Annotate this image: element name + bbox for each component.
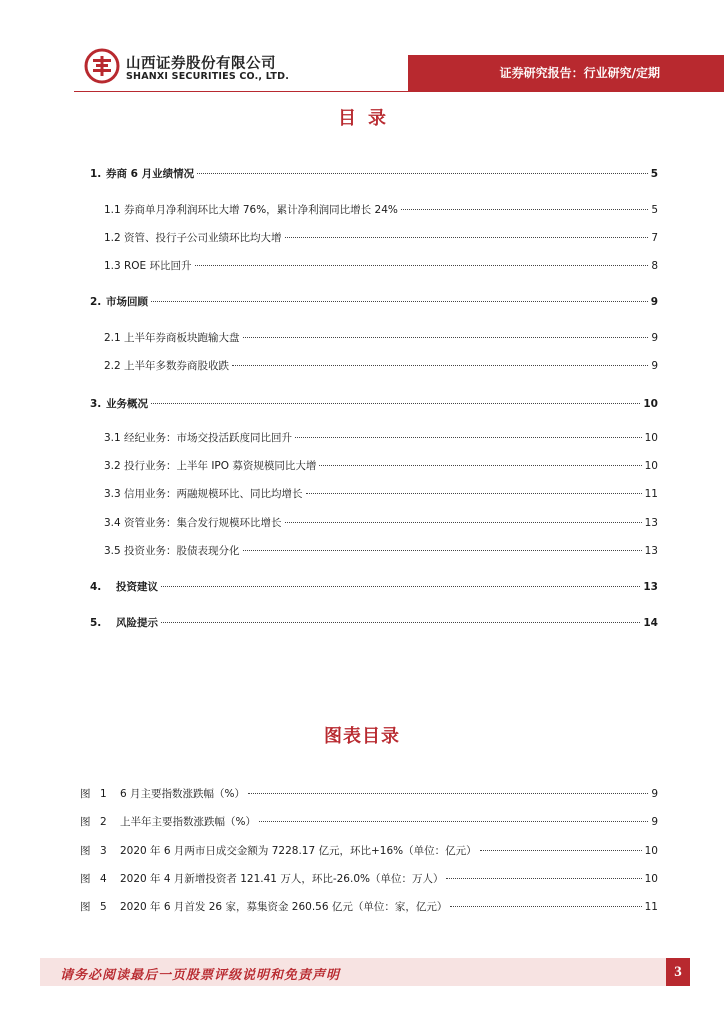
toc-entry-number: 2. — [90, 296, 102, 308]
toc-entry-page: 11 — [644, 488, 658, 500]
figure-page: 10 — [644, 845, 658, 857]
toc-entry-label: 券商 6 月业绩情况 — [106, 168, 195, 180]
toc-leader — [151, 301, 648, 302]
toc-entry-number: 4. — [90, 581, 102, 593]
toc-leader — [232, 365, 648, 366]
toc-entry-label: 上半年多数券商股收跌 — [124, 360, 229, 372]
toc-entry-label: 上半年券商板块跑输大盘 — [124, 332, 240, 344]
toc-entry-label: 投行业务：上半年 IPO 募资规模同比大增 — [124, 460, 317, 472]
figure-prefix: 图 — [80, 901, 91, 913]
toc-entry-label: 市场回顾 — [106, 296, 148, 308]
figure-list-title: 图表目录 — [324, 726, 400, 747]
toc-leader — [259, 821, 648, 822]
toc-entry-page: 13 — [644, 517, 658, 529]
toc-entry[interactable] — [104, 230, 658, 244]
toc-entry-page: 10 — [644, 432, 658, 444]
figure-entry[interactable] — [80, 786, 658, 800]
toc-entry-number: 3.3 — [104, 488, 121, 500]
toc-entry-page: 9 — [651, 360, 658, 372]
toc-entry-number: 1.3 — [104, 260, 121, 272]
toc-entry[interactable] — [90, 579, 658, 593]
figure-prefix: 图 — [80, 788, 91, 800]
figure-page: 9 — [651, 816, 658, 828]
toc-entry-number: 2.1 — [104, 332, 121, 344]
toc-entry-number: 3.1 — [104, 432, 121, 444]
toc-leader — [197, 173, 648, 174]
toc-entry[interactable] — [90, 396, 658, 410]
company-logo-icon — [84, 48, 120, 84]
toc-entry-label: 经纪业务：市场交投活跃度同比回升 — [124, 432, 292, 444]
report-tag: 证券研究报告：行业研究/定期 — [499, 66, 660, 80]
toc-entry-page: 14 — [643, 617, 658, 629]
toc-leader — [161, 586, 640, 587]
toc-entry[interactable] — [90, 166, 658, 180]
figure-page: 11 — [644, 901, 658, 913]
toc-entry[interactable] — [90, 294, 658, 308]
toc-entry-page: 9 — [651, 332, 658, 344]
toc-entry[interactable] — [104, 202, 658, 216]
toc-entry-page: 5 — [651, 204, 658, 216]
figure-number: 5 — [100, 901, 107, 913]
toc-entry-number: 2.2 — [104, 360, 121, 372]
toc-entry[interactable] — [104, 358, 658, 372]
toc-leader — [243, 337, 649, 338]
toc-leader — [161, 622, 640, 623]
toc-entry-number: 5. — [90, 617, 102, 629]
toc-entry-page: 9 — [650, 296, 658, 308]
toc-entry-label: 风险提示 — [116, 617, 158, 629]
toc-leader — [319, 465, 641, 466]
toc-entry[interactable] — [90, 615, 658, 629]
figure-entry[interactable] — [80, 814, 658, 828]
figure-entry[interactable] — [80, 843, 658, 857]
toc-entry-label: 资管业务：集合发行规模环比增长 — [124, 517, 282, 529]
toc-title: 目录 — [338, 108, 398, 129]
toc-leader — [450, 906, 641, 907]
toc-leader — [243, 550, 642, 551]
toc-entry[interactable] — [104, 258, 658, 272]
figure-number: 3 — [100, 845, 107, 857]
header-rule — [74, 91, 724, 92]
figure-entry[interactable] — [80, 871, 658, 885]
toc-entry-label: 券商单月净利润环比大增 76%，累计净利润同比增长 24% — [124, 204, 398, 216]
company-name-en: SHANXI SECURITIES CO., LTD. — [126, 71, 290, 82]
figure-label: 上半年主要指数涨跌幅（%） — [120, 816, 256, 828]
toc-entry-label: 信用业务：两融规模环比、同比均增长 — [124, 488, 303, 500]
toc-entry-label: 投资建议 — [116, 581, 158, 593]
toc-entry[interactable] — [104, 330, 658, 344]
toc-entry-page: 7 — [651, 232, 658, 244]
toc-leader — [151, 403, 640, 404]
figure-entry[interactable] — [80, 899, 658, 913]
toc-entry-number: 3.4 — [104, 517, 121, 529]
toc-leader — [248, 793, 648, 794]
toc-entry[interactable] — [104, 458, 658, 472]
toc-entry-page: 8 — [651, 260, 658, 272]
toc-entry-page: 10 — [644, 460, 658, 472]
toc-entry-label: 投资业务：股债表现分化 — [124, 545, 240, 557]
figure-label: 2020 年 6 月首发 26 家，募集资金 260.56 亿元（单位：家，亿元） — [120, 901, 448, 913]
toc-entry-number: 1.2 — [104, 232, 121, 244]
toc-entry-number: 1. — [90, 168, 102, 180]
toc-entry-label: ROE 环比回升 — [124, 260, 192, 272]
toc-entry-page: 13 — [644, 545, 658, 557]
figure-prefix: 图 — [80, 873, 91, 885]
figure-label: 2020 年 6 月两市日成交金额为 7228.17 亿元，环比+16%（单位：亿元） — [120, 845, 477, 857]
toc-entry-label: 资管、投行子公司业绩环比均大增 — [124, 232, 282, 244]
toc-leader — [306, 493, 642, 494]
toc-leader — [285, 237, 649, 238]
figure-label: 2020 年 4 月新增投资者 121.41 万人，环比-26.0%（单位：万人） — [120, 873, 444, 885]
toc-leader — [295, 437, 642, 438]
toc-entry[interactable] — [104, 486, 658, 500]
figure-page: 9 — [651, 788, 658, 800]
toc-leader — [480, 850, 642, 851]
page-number: 3 — [666, 958, 690, 986]
toc-leader — [446, 878, 641, 879]
figure-number: 2 — [100, 816, 107, 828]
toc-entry-label: 业务概况 — [106, 398, 148, 410]
toc-leader — [401, 209, 648, 210]
toc-entry-number: 3.2 — [104, 460, 121, 472]
toc-entry-number: 3.5 — [104, 545, 121, 557]
figure-number: 1 — [100, 788, 107, 800]
figure-label: 6 月主要指数涨跌幅（%） — [120, 788, 245, 800]
toc-leader — [285, 522, 642, 523]
toc-entry-page: 10 — [643, 398, 658, 410]
toc-leader — [195, 265, 649, 266]
figure-page: 10 — [644, 873, 658, 885]
toc-entry[interactable] — [104, 430, 658, 444]
toc-entry[interactable] — [104, 515, 658, 529]
figure-prefix: 图 — [80, 845, 91, 857]
toc-entry-page: 13 — [643, 581, 658, 593]
footer-disclaimer: 请务必阅读最后一页股票评级说明和免责声明 — [60, 968, 341, 983]
toc-entry-page: 5 — [650, 168, 658, 180]
toc-entry-number: 3. — [90, 398, 102, 410]
figure-prefix: 图 — [80, 816, 91, 828]
toc-entry-number: 1.1 — [104, 204, 121, 216]
toc-entry[interactable] — [104, 543, 658, 557]
figure-number: 4 — [100, 873, 107, 885]
company-name-cn: 山西证券股份有限公司 — [126, 56, 276, 72]
